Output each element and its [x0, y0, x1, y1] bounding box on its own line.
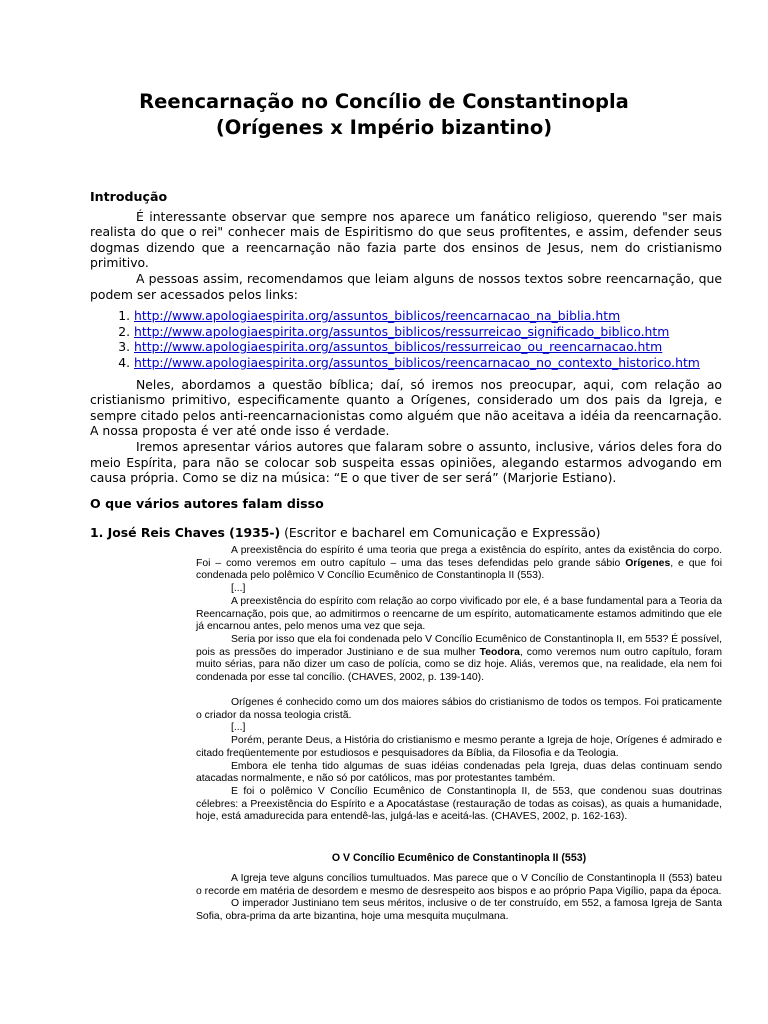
- title-line-1: Reencarnação no Concílio de Constantinopla: [139, 90, 629, 113]
- link-ressurreicao-ou-reencarnacao[interactable]: http://www.apologiaespirita.org/assuntos_biblicos/ressurreicao_ou_reencarnacao.htm: [134, 339, 663, 355]
- quote-block-2: [196, 697, 722, 824]
- author-description: (Escritor e bacharel em Comunicação e Expressão): [280, 525, 601, 541]
- intro-paragraph-1: É interessante observar que sempre nos aparece um fanático religioso, querendo "ser mais realista do que o rei" conhecer mais de Espiritismo do que seus profitentes, e assim, defender seus dogmas dizendo que a reencarnação não fazia parte dos ensinos de Jesus, nem do cristianismo primitivo.: [90, 208, 722, 271]
- intro-section: [90, 189, 722, 541]
- quote1-bold-teodora: Teodora: [479, 646, 520, 658]
- intro-paragraph-3: Neles, abordamos a questão bíblica; daí, só iremos nos preocupar, aqui, com relação ao cristianismo primitivo, especificamente quanto a Orígenes, considerado um dos pais da Igreja, e sempre citado pelos anti-reencarnacionistas como alguém que não aceitava a idéia da reencarnação. A nossa proposta é ver até onde isso é verdade.: [90, 376, 722, 439]
- intro-paragraph-2: A pessoas assim, recomendamos que leiam alguns de nossos textos sobre reencarnação, que podem ser acessados pelos links:: [90, 270, 722, 302]
- section-heading: O que vários autores falam disso: [90, 495, 324, 511]
- link-reencarnacao-na-biblia[interactable]: http://www.apologiaespirita.org/assuntos_biblicos/reencarnacao_na_biblia.htm: [134, 308, 621, 324]
- list-item: [134, 308, 722, 324]
- list-item: [134, 339, 722, 355]
- quote-block-1: [196, 545, 722, 685]
- quote1-text-b: , e que foi condenada pelo polêmico V Concílio Ecumênico de Constantinopla II (553).: [196, 557, 722, 582]
- list-item: [134, 355, 722, 371]
- quote1-paragraph-3: [196, 634, 722, 685]
- quote3-paragraph-2: O imperador Justiniano tem seus méritos, inclusive o de ter construído, em 552, a famosa Igreja de Santa Sofia, obra-prima da arte bizantina, hoje uma mesquita muçulmana.: [196, 898, 722, 923]
- quote-block-3: [196, 873, 722, 924]
- quote1-text-a: A preexistência do espírito é uma teoria que prega a existência do espírito, antes da existência do corpo. Foi – como veremos em outro capítulo – uma das teses defendidas pelo grande sábio: [196, 545, 722, 569]
- quote2-paragraph-2: Porém, perante Deus, a História do cristianismo e mesmo perante a Igreja de hoje, Orígenes é admirado e citado freqüentemente por estudiosos e pesquisadores da Bíblia, da Filosofia e da Teologia.: [196, 735, 722, 759]
- quote1-paragraph-1: [196, 545, 722, 583]
- link-reencarnacao-contexto-historico[interactable]: http://www.apologiaespirita.org/assuntos_biblicos/reencarnacao_no_contexto_historico.htm: [134, 354, 700, 370]
- author-name: 1. José Reis Chaves (1935-): [90, 525, 281, 541]
- council-subheading: O V Concílio Ecumênico de Constantinopla II (553): [331, 852, 587, 864]
- quote2-ellipsis: [...]: [231, 722, 246, 734]
- intro-paragraph-4: Iremos apresentar vários autores que falaram sobre o assunto, inclusive, vários deles fora do meio Espírita, para não se colocar sob suspeita essas opiniões, alegando estarmos advogando em causa própria. Como se diz na música: “E o que tiver de ser será” (Marjorie Estiano).: [90, 438, 722, 486]
- intro-heading: Introdução: [90, 189, 168, 204]
- quote1-paragraph-2: A preexistência do espírito com relação ao corpo vivificado por ele, é a base fundamental para a Teoria da Reencarnação, pois que, ao admitirmos o reencarne de um espírito, automaticamente estamos admitindo que ele já encarnou antes, pelo menos uma vez que seja.: [196, 595, 722, 633]
- quote2-paragraph-3: Embora ele tenha tido algumas de suas idéias condenadas pela Igreja, duas delas continuam sendo atacadas normalmente, e não só por católicos, mas por protestantes também.: [196, 760, 722, 785]
- quote1-text-d: , como veremos num outro capítulo, foram muito sérias, para não dizer um caso de polícia, como se diz hoje. Aliás, veremos que, na realidade, ela nem foi condenada por esse tal concílio. (CHAVES, 2002, p. 139-140).: [196, 646, 722, 684]
- quote3-paragraph-1: A Igreja teve alguns concílios tumultuados. Mas parece que o V Concílio de Constantinopla II (553) bateu o recorde em matéria de desordem e mesmo de desrespeito aos bispos e ao próprio Papa Vigílio, papa da época.: [196, 873, 722, 897]
- document-title: [0, 89, 768, 141]
- list-item: [134, 324, 722, 340]
- quote1-text-c: Seria por isso que ela foi condenada pelo V Concílio Ecumênico de Constantinopla II, em 553? É possível, pois as pressões do imperador Justiniano e de sua mulher: [196, 633, 722, 658]
- quote2-paragraph-4: E foi o polêmico V Concílio Ecumênico de Constantinopla II, de 553, que condenou suas doutrinas célebres: a Preexistência do Espírito e a Apocatástase (restauração de todas as coisas), as quais a humanidade, hoje, está amadurecida para entendê-las, julgá-las e aceitá-las. (CHAVES, 2002, p. 162-163).: [196, 785, 722, 823]
- quote1-ellipsis: [...]: [231, 583, 246, 595]
- author-heading: [90, 525, 722, 541]
- link-ressurreicao-significado[interactable]: http://www.apologiaespirita.org/assuntos_biblicos/ressurreicao_significado_biblico.htm: [134, 323, 670, 339]
- quote2-paragraph-1: Orígenes é conhecido como um dos maiores sábios do cristianismo de todos os tempos. Foi praticamente o criador da nossa teologia cristã.: [196, 697, 722, 721]
- links-list: [90, 308, 722, 370]
- quote1-bold-origenes: Orígenes: [625, 557, 671, 569]
- title-line-2: (Orígenes x Império bizantino): [215, 116, 553, 139]
